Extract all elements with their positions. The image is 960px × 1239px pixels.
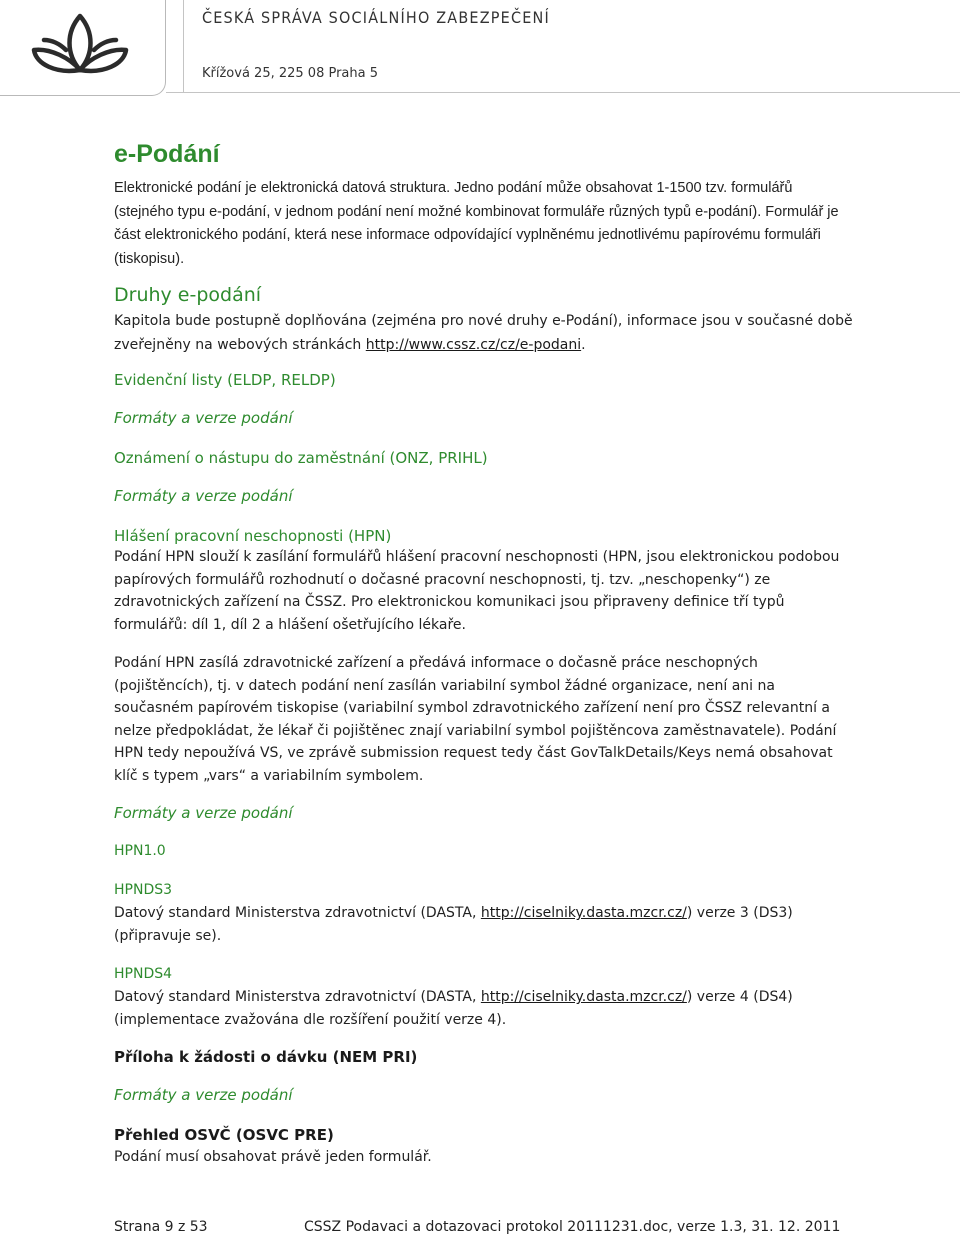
hpnds4-text-a: Datový standard Ministerstva zdravotnictví (DASTA,: [114, 989, 481, 1005]
formats-link-nempri[interactable]: Formáty a verze podání: [114, 1086, 293, 1104]
hpn-paragraph-2: Podání HPN zasílá zdravotnické zařízení a předává informace o dočasně práce neschopných (pojištěncích), tj. v datech podání není zasílán variabilní symbol žádné organizace, není ani na současném papírovém tiskopise (variabilní symbol zdravotnického zařízení není pro ČSSZ relevantní a nelze předpokládat, že lékař či pojištěnec znají variabilní symbol pojištěncova zaměstnavatele). Podání HPN tedy nepoužívá VS, ve zprávě submission request tedy část GovTalkDetails/Keys nemá obsahovat klíč s typem „vars“ a variabilním symbolem.: [114, 655, 837, 784]
dasta-link-ds3[interactable]: http://ciselniky.dasta.mzcr.cz/: [480, 905, 687, 921]
header-divider-vertical: [183, 0, 184, 92]
hpn-version-label: HPN1.0: [114, 843, 166, 859]
heading-osvc: Přehled OSVČ (OSVC PRE): [114, 1126, 334, 1144]
formats-link-hpn[interactable]: Formáty a verze podání: [114, 804, 293, 822]
hpn-paragraph-1: Podání HPN slouží k zasílání formulářů hlášení pracovní neschopnosti (HPN, jsou elektronickou podobou papírových formulářů rozhodnutí o dočasné pracovní neschopnosti, tj. tzv. „neschopenky“) ze zdravotnických zařízení na ČSSZ. Pro elektronickou komunikaci jsou připraveny definice tří typů formulářů: díl 1, díl 2 a hlášení ošetřujícího lékaře.: [114, 549, 840, 633]
druhy-after-link: .: [581, 336, 586, 353]
hpnds3-text-a: Datový standard Ministerstva zdravotnictví (DASTA,: [114, 905, 481, 921]
hpnds4-text-b: ) verze 4 (DS4) (implementace zvažována dle rozšíření použití verze 4).: [114, 989, 793, 1028]
hpnds3-text-b: ) verze 3 (DS3) (připravuje se).: [114, 905, 793, 944]
heading-druhy: Druhy e-podání: [114, 284, 262, 306]
header-divider: [166, 92, 960, 93]
logo-frame: [0, 0, 166, 96]
hpnds4-label: HPNDS4: [114, 966, 173, 982]
formats-link-onz[interactable]: Formáty a verze podání: [114, 487, 293, 505]
hpnds3-label: HPNDS3: [114, 882, 173, 898]
document-info: CSSZ Podavaci a dotazovaci protokol 20111231.doc, verze 1.3, 31. 12. 2011: [304, 1219, 841, 1235]
druhy-paragraph: [114, 310, 854, 357]
organization-name: ČESKÁ SPRÁVA SOCIÁLNÍHO ZABEZPEČENÍ: [202, 8, 550, 27]
druhy-text: Kapitola bude postupně doplňována (zejména pro nové druhy e-Podání), informace jsou v současné době zveřejněny na webových stránkách: [114, 313, 853, 353]
heading-nempri: Příloha k žádosti o dávku (NEM PRI): [114, 1048, 418, 1066]
cssz-epodani-link[interactable]: http://www.cssz.cz/cz/e-podani: [365, 336, 582, 353]
formats-link-eldp[interactable]: Formáty a verze podání: [114, 409, 293, 427]
hpnds4-text: [114, 986, 849, 1031]
heading-hpn: Hlášení pracovní neschopnosti (HPN): [114, 527, 392, 545]
osvc-text: Podání musí obsahovat právě jeden formulář.: [114, 1149, 432, 1165]
epodani-intro: Elektronické podání je elektronická datová struktura. Jedno podání může obsahovat 1-1500 tzv. formulářů (stejného typu e-podání, v jednom podání není možné kombinovat formuláře různých typů e-podání). Formulář je část elektronického podání, která nese informace odpovídající vyplněnému jednotlivému papírovému formuláři (tiskopisu).: [114, 180, 839, 267]
heading-onz: Oznámení o nástupu do zaměstnání (ONZ, PRIHL): [114, 449, 488, 467]
dasta-link-ds4[interactable]: http://ciselniky.dasta.mzcr.cz/: [480, 989, 687, 1005]
page-number: Strana 9 z 53: [114, 1219, 208, 1235]
organization-address: Křížová 25, 225 08 Praha 5: [202, 66, 379, 81]
section-title-epodani: e-Podání: [114, 140, 220, 168]
cssz-tulip-logo-icon: [26, 10, 134, 86]
hpnds3-text: [114, 902, 849, 947]
heading-eldp: Evidenční listy (ELDP, RELDP): [114, 371, 336, 389]
